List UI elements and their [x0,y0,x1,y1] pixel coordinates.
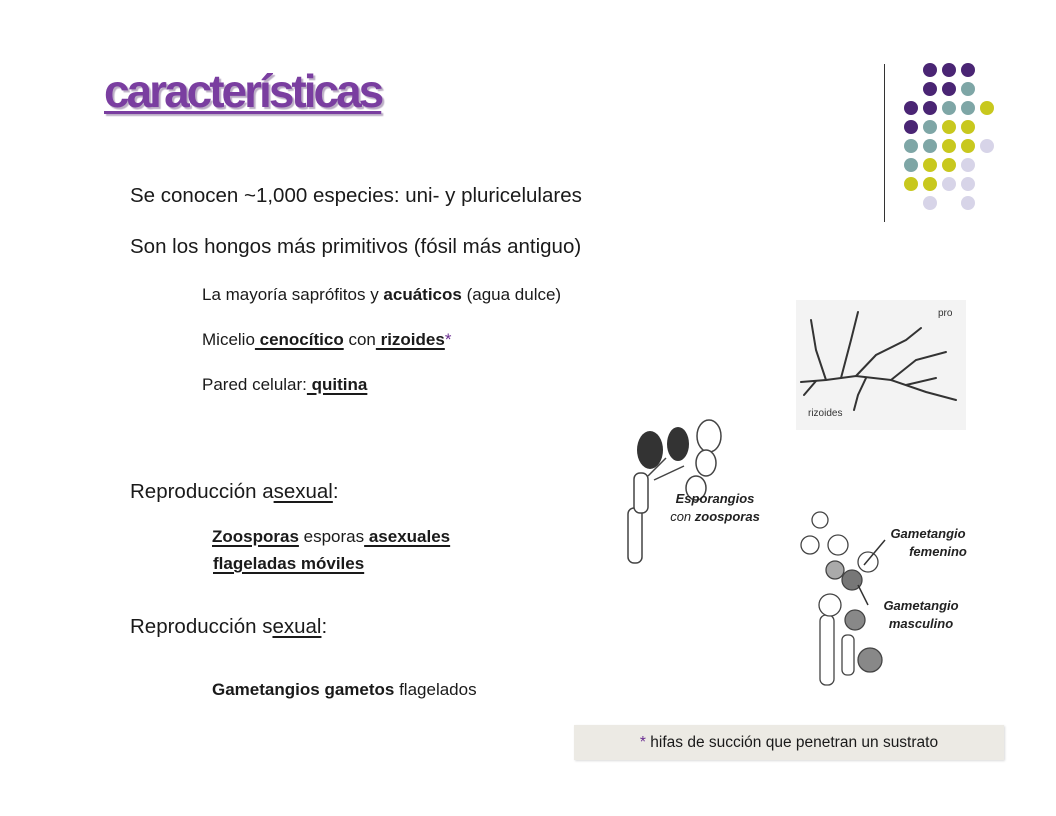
sub-bullet-micelio [202,330,451,350]
decorative-dot [923,63,937,77]
decorative-dot [904,177,918,191]
caption-line: Esporangios [675,491,755,506]
pro-label: pro [938,308,953,319]
sub-bullet-zoosporas [212,527,450,547]
caption-line: masculino [888,616,954,631]
decorative-dot [923,177,937,191]
text-bold: gametos [324,680,395,699]
asterisk: * [444,330,452,349]
asterisk: * [639,734,646,751]
rizoides-illustration [796,300,966,430]
decorative-dot [923,101,937,115]
heading-asexual [130,480,339,504]
decorative-dot [942,82,956,96]
decorative-dot [942,101,956,115]
text: con [343,330,376,349]
text-bold: Gametangios [212,680,320,699]
decorative-dot [942,63,956,77]
sub-bullet-pared [202,375,367,395]
text: La mayoría saprófitos y [202,285,384,304]
decorative-dot [961,139,975,153]
decorative-dot [904,158,918,172]
text-underlined: quitina [306,375,368,394]
decorative-dot [961,82,975,96]
caption-bold: zoosporas [694,509,760,524]
heading-sexual [130,615,327,639]
caption-esporangios [660,490,770,526]
decorative-dot [961,177,975,191]
sub-bullet-gametangios [212,680,477,700]
text: Pared celular: [202,375,307,394]
decorative-dot [923,120,937,134]
bullet-species: Se conocen ~1,000 especies: uni- y pluricelulares [130,184,582,207]
text: : [321,615,328,638]
caption-line: Gametangio [890,526,966,541]
divider-line [884,64,885,222]
footnote-box [574,725,1004,760]
decorative-dot [904,101,918,115]
decorative-dot [923,196,937,210]
decorative-dot [904,139,918,153]
text-underlined: sexual [273,480,333,503]
sub-bullet-zoosporas-line2 [213,554,364,574]
text-underlined: asexuales [364,527,451,546]
text: : [332,480,339,503]
text: Reproducción s [130,615,273,638]
text-underlined: rizoides [375,330,445,349]
text-underlined: flageladas móviles [213,554,365,573]
decorative-dot [961,120,975,134]
footnote-text: hifas de succión que penetran un sustrato [645,734,939,751]
decorative-dot [923,139,937,153]
decorative-dot [942,158,956,172]
decorative-dot [942,139,956,153]
rizoides-label: rizoides [808,408,843,419]
slide-title: características [104,65,382,117]
caption-line: femenino [909,544,967,559]
pointer-lines [840,530,900,610]
decorative-dot [942,177,956,191]
text: (agua dulce) [461,285,562,304]
text: Reproducción a [130,480,274,503]
caption-line: con [670,509,695,524]
decorative-dot [961,63,975,77]
decorative-dot [961,101,975,115]
text: flagelados [394,680,477,699]
decorative-dot [942,120,956,134]
decorative-dot [980,139,994,153]
text-underlined: Zoosporas [212,527,299,546]
text-underlined: cenocítico [254,330,344,349]
decorative-dot [961,196,975,210]
decorative-dot [904,120,918,134]
decorative-dot [961,158,975,172]
text-underlined: exual [272,615,322,638]
decorative-dot [923,158,937,172]
text: Micelio [202,330,255,349]
text: esporas [303,527,365,546]
caption-line: Gametangio [883,598,959,613]
decorative-dot [923,82,937,96]
sub-bullet-saprofitos [202,285,561,305]
decorative-dot [980,101,994,115]
bullet-primitive: Son los hongos más primitivos (fósil más antiguo) [130,235,582,258]
text-bold: acuáticos [383,285,462,304]
